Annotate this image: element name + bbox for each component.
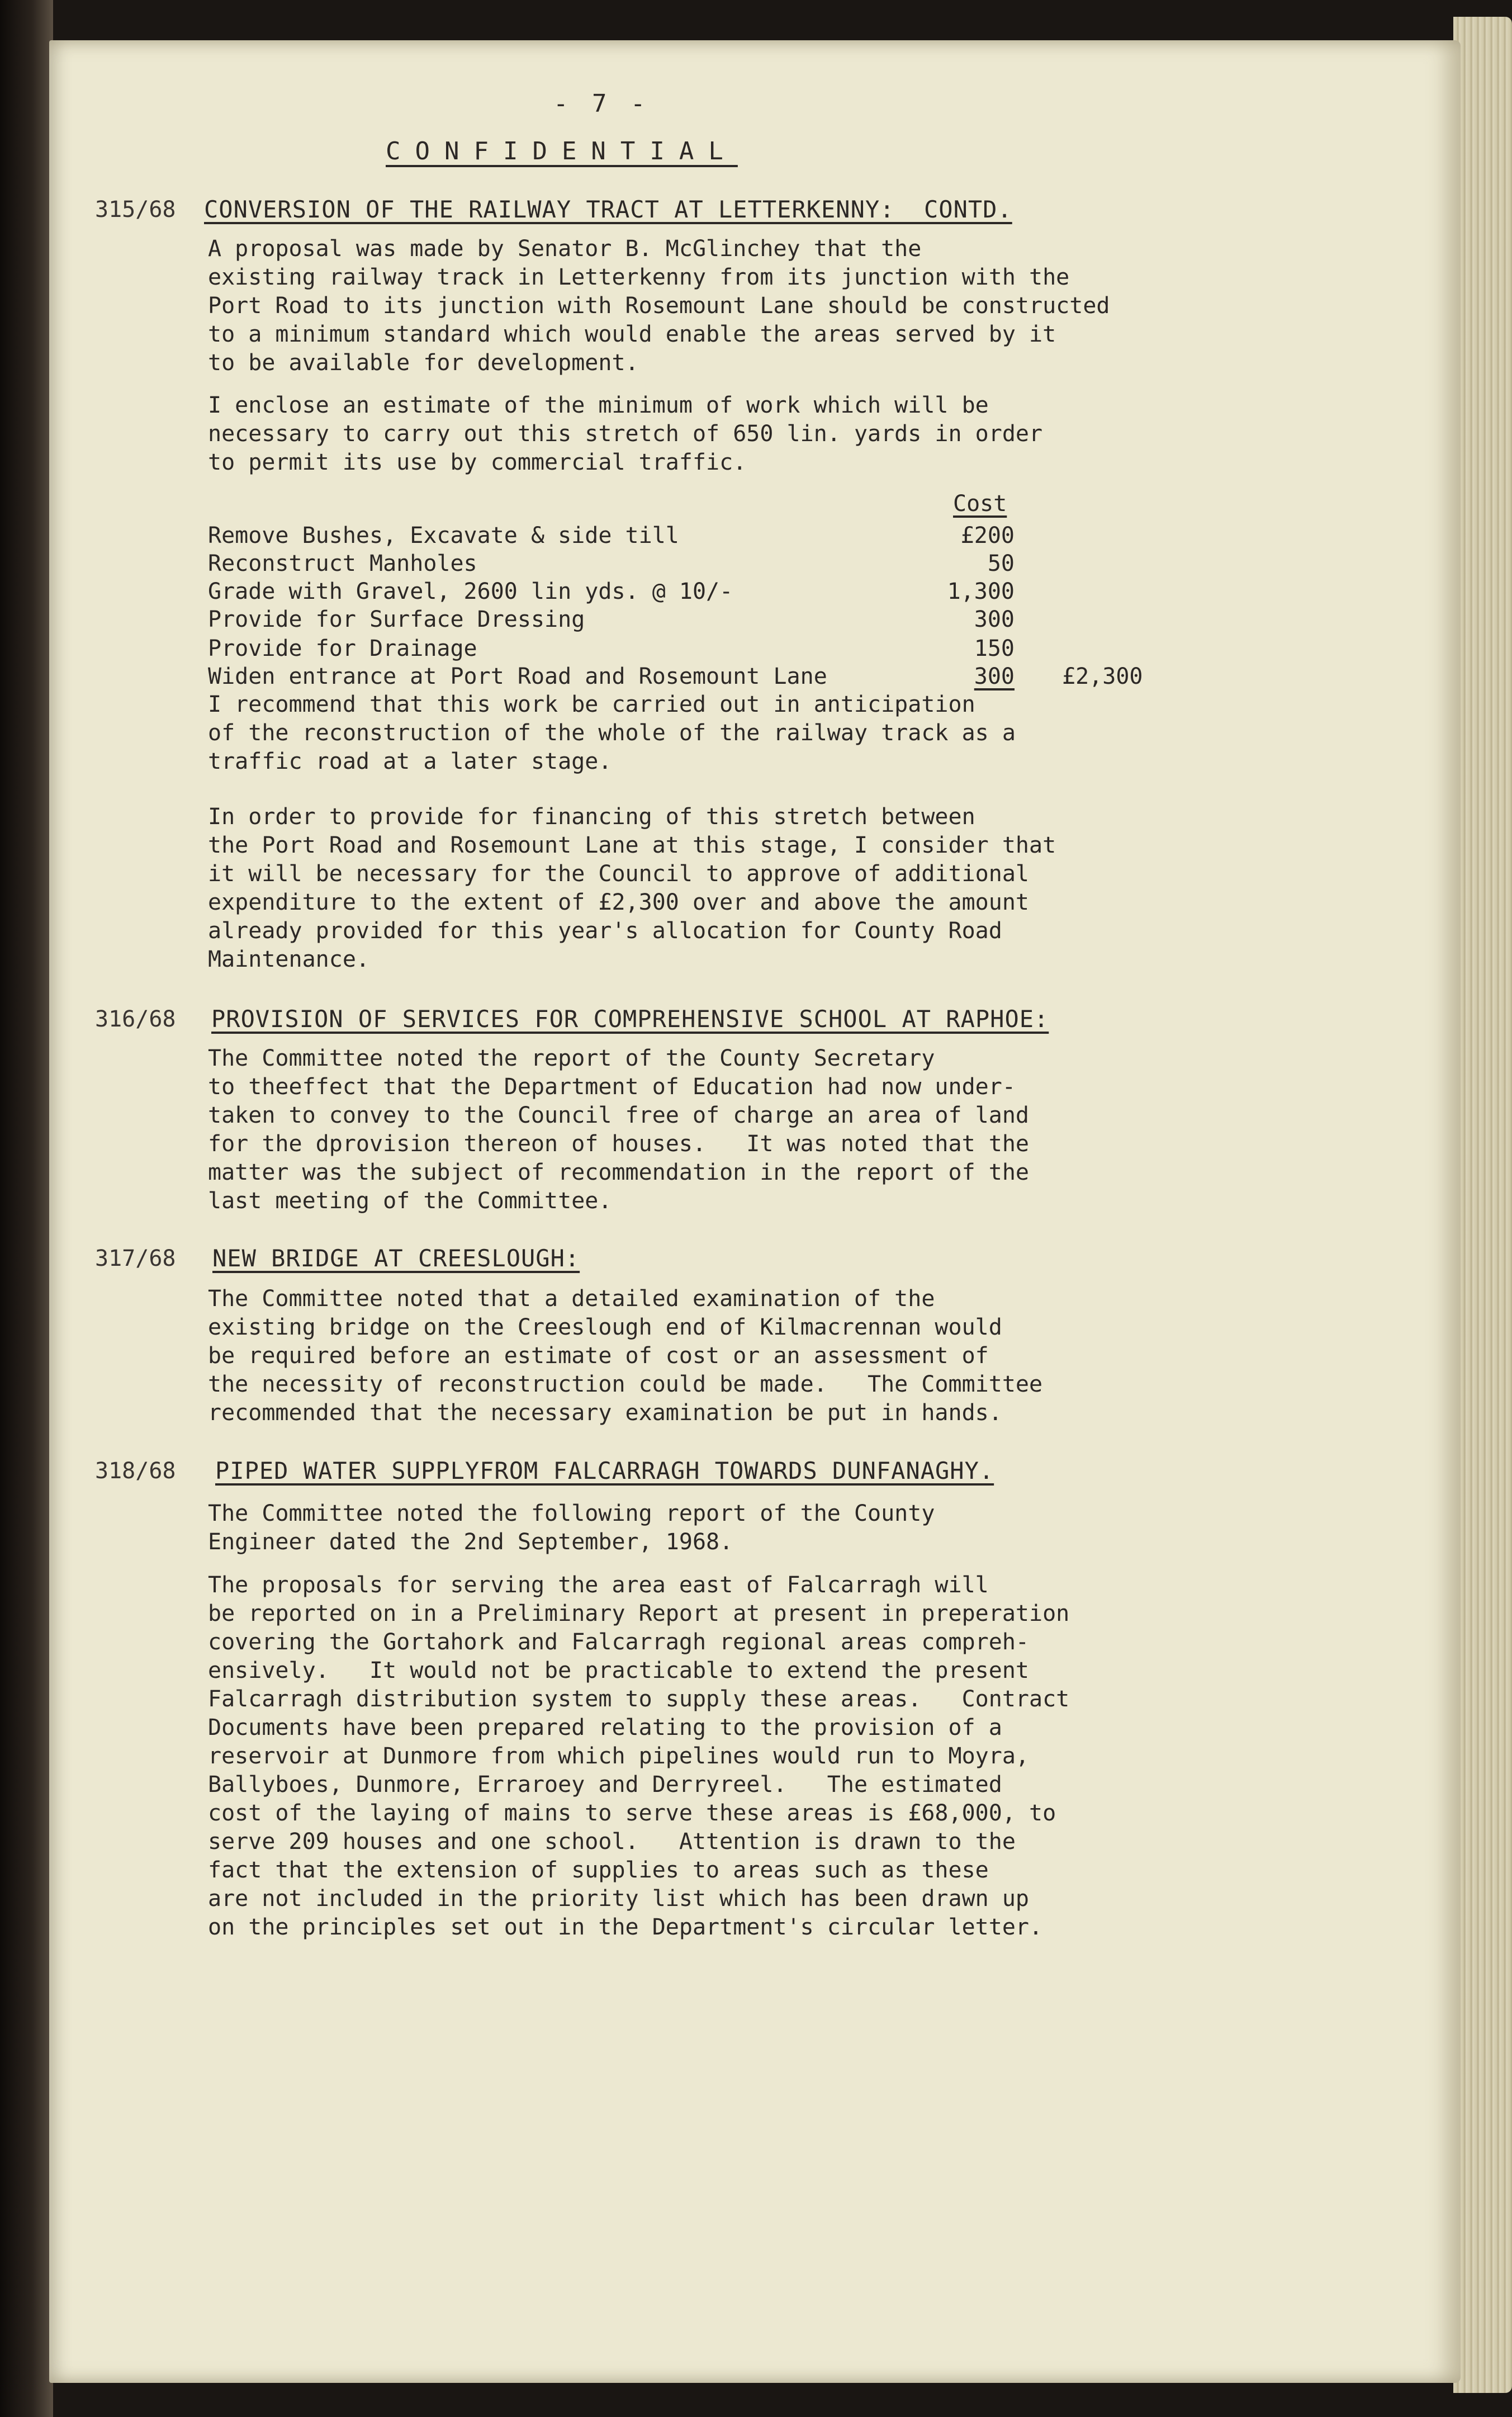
paragraph: The proposals for serving the area east of Falcarragh will be reported on in a Preliminary Report at present in preperation covering the Gortahork and Falcarragh regional areas compreh- ensively. It would not be practicable to extend the present Falcarragh distribution system to supply these areas. Contract Documents have been prepared relating to the provision of a reservoir at Dunmore from which pipelines would run to Moyra, Ballyboes, Dunmore, Erraroey and Derryreel. The estimated cost of the laying of mains to serve these areas is £68,000, to serve 209 houses and one school. Attention is drawn to the fact that the extension of supplies to areas such as these are not included in the priority list which has been drawn up on the principles set out in the Department's circular letter.	[208, 1572, 1070, 1940]
cost-item-label: Remove Bushes, Excavate & side till	[208, 523, 679, 548]
section-ref: 316/68	[95, 1006, 176, 1032]
paragraph: In order to provide for financing of this stretch between the Port Road and Rosemount Lane at this stage, I consider that it will be necessary for the Council to approve of additional expenditure to the extent of £2,300 over and above the amount already provided for this year's allocation for County Road Maintenance.	[208, 804, 1056, 972]
cost-item-amount: £200	[960, 523, 1015, 548]
cost-item-amount: 150	[974, 636, 1015, 661]
cost-item-amount: 1,300	[947, 579, 1015, 604]
page-number: - 7 -	[553, 89, 650, 118]
cost-item-label: Widen entrance at Port Road and Rosemount Lane	[208, 664, 827, 689]
page-edges	[1453, 17, 1512, 2393]
section-heading: PIPED WATER SUPPLYFROM FALCARRAGH TOWARDS DUNFANAGHY.	[215, 1457, 994, 1484]
cost-item-amount: 300	[974, 664, 1015, 689]
cost-total: £2,300	[1062, 664, 1143, 689]
paragraph: The Committee noted the report of the County Secretary to theeffect that the Department of Education had now under- taken to convey to the Council free of charge an area of land for the dprovision thereon of houses. It was noted that the matter was the subject of recommendation in the report of the last meeting of the Committee.	[208, 1046, 1030, 1214]
cost-item-label: Provide for Surface Dressing	[208, 607, 585, 632]
cost-item-amount: 50	[987, 551, 1015, 576]
section-ref: 317/68	[95, 1246, 176, 1271]
section-heading: CONVERSION OF THE RAILWAY TRACT AT LETTERKENNY: CONTD.	[204, 196, 1012, 223]
paragraph: I recommend that this work be carried out in anticipation of the reconstruction of the whole of the railway track as a traffic road at a later stage.	[208, 692, 1016, 774]
section-ref: 315/68	[95, 197, 176, 223]
section-ref: 318/68	[95, 1458, 176, 1484]
cost-header: Cost	[953, 491, 1007, 517]
cost-item-label: Provide for Drainage	[208, 636, 477, 661]
book-spine	[0, 0, 53, 2417]
paragraph: The Committee noted the following report of the County Engineer dated the 2nd September, 1968.	[208, 1501, 935, 1555]
section-heading: NEW BRIDGE AT CREESLOUGH:	[212, 1245, 580, 1272]
cost-item-label: Grade with Gravel, 2600 lin yds. @ 10/-	[208, 579, 733, 604]
cost-item-label: Reconstruct Manholes	[208, 551, 477, 576]
confidential-title: CONFIDENTIAL	[386, 137, 738, 165]
paragraph: A proposal was made by Senator B. McGlinchey that the existing railway track in Letterkenny from its junction with the Port Road to its junction with Rosemount Lane should be constructed to a minimum standard which would enable the areas served by it to be available for development.	[208, 236, 1110, 376]
section-heading: PROVISION OF SERVICES FOR COMPREHENSIVE SCHOOL AT RAPHOE:	[211, 1005, 1049, 1033]
paragraph: The Committee noted that a detailed examination of the existing bridge on the Creeslough end of Kilmacrennan would be required before an estimate of cost or an assessment of the necessity of reconstruction could be made. The Committee recommended that the necessary examination be put in hands.	[208, 1286, 1043, 1426]
cost-item-amount: 300	[974, 607, 1015, 632]
paragraph: I enclose an estimate of the minimum of work which will be necessary to carry out this stretch of 650 lin. yards in order to permit its use by commercial traffic.	[208, 392, 1043, 475]
